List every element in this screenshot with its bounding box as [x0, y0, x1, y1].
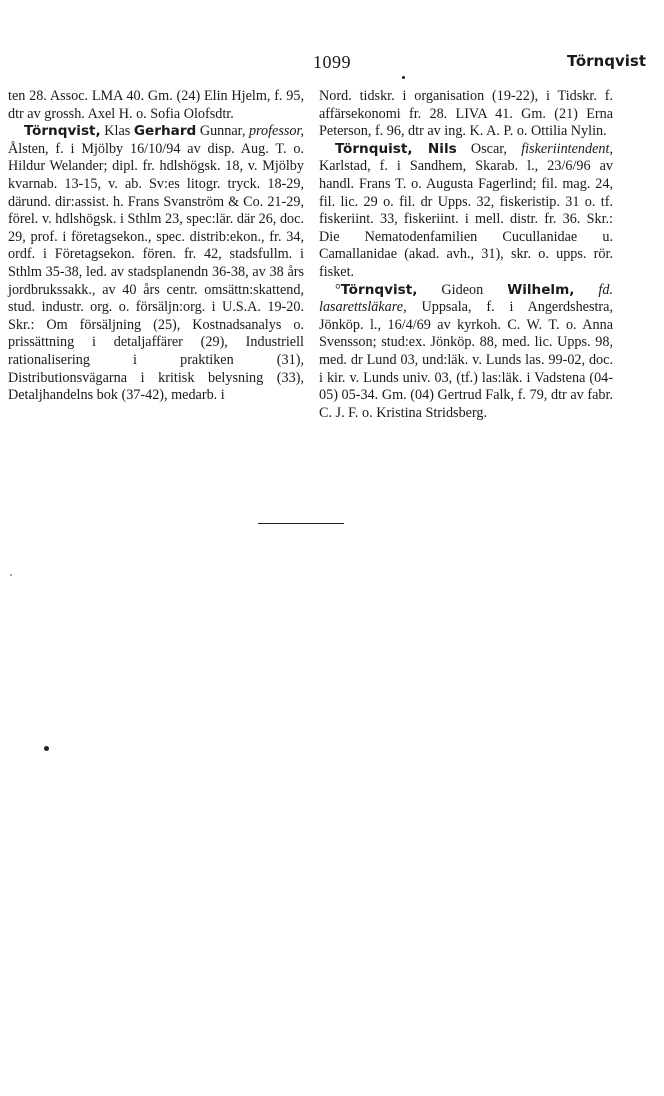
print-speck [402, 76, 405, 79]
entry-continuation: Nord. tidskr. i organisation (19-22), i Tidskr. f. affärsekonomi fr. 28. LIVA 41. Gm. (21) Erna Peterson, f. 96, dtr av ing. K. A. P. o. Ottilia Nylin. [319, 88, 613, 140]
left-column [8, 88, 304, 405]
entry-tornqvist-klas-gerhard [8, 123, 304, 405]
entry-tornquist-nils [319, 141, 613, 282]
entry-text: Uppsala, f. i Angerdshestra, Jönköp. l., 16/4/69 av kyrkoh. C. W. T. o. Anna Svensson; stud:ex. Jönköp. 88, med. lic. Upps. 98, med. dr Lund 03, und:läk. v. Lunds las. 99-02, doc. i kir. v. Lunds univ. 03, (tf.) las:läk. i Vadstena (04-05) 05-34. Gm. (04) Gertrud Falk, f. 79, dtr av fabr. C. J. F. o. Kristina Stridsberg. [319, 299, 613, 421]
right-column [319, 88, 613, 422]
entry-title: fiskeriintendent, [521, 140, 613, 157]
page-number: 1099 [313, 52, 351, 72]
entry-title: professor, [248, 123, 304, 140]
entry-surname: Törnqvist, [24, 123, 101, 140]
section-rule [258, 523, 344, 524]
print-speck [10, 574, 12, 576]
entry-title: fd. lasarettsläkare, [319, 281, 613, 316]
entry-given-names: Gideon [417, 281, 508, 298]
entry-continuation: ten 28. Assoc. LMA 40. Gm. (24) Elin Hjelm, f. 95, dtr av grossh. Axel H. o. Sofia Olofsdtr. [8, 88, 304, 122]
entry-surname: Törnquist, Nils [335, 140, 457, 157]
entry-given-names: Klas [100, 123, 134, 140]
deceased-mark: ° [335, 281, 341, 298]
entry-given-names-rest: Gunnar, [196, 123, 249, 140]
entry-text: Ålsten, f. i Mjölby 16/10/94 av disp. Aug. T. o. Hildur Welander; dipl. fr. hdlshögsk. 18, v. Mjölby kvarnab. 13-15, v. ab. Sv:es litogr. tryck. 18-29, därund. dir:assist. h. Frans Svanström & Co. 21-29, förel. v. hdlshögsk. i Sthlm 23, spec:lär. där 26, doc. 29, prof. i företagsekon., spec. distrib:ekon., fr. 34, ordf. i Företagsekon. fören. fr. 42, stadsfullm. i Sthlm 35-38, led. av stadsplanendn 36-38, av 38 års jordbrukssakk., av 40 års centr. omsättn:skattend, stud. industr. org. o. försäljn:org. i U.S.A. 19-20. Skr.: Om försäljning (25), Kostnadsanalys o. prissättning i detaljaffärer (29), Industriell rationalisering i praktiken (31), Distributionsvägarna i kritisk belysning (33), Detaljhandelns bok (37-42), medarb. i [8, 140, 304, 404]
entry-call-name: Wilhelm, [507, 281, 575, 298]
print-speck [44, 746, 49, 751]
entry-surname: Törnqvist, [340, 281, 418, 298]
entry-given-names: Oscar, [456, 140, 522, 157]
entry-space [574, 282, 598, 298]
running-head: Törnqvist [567, 52, 646, 70]
entry-text: Karlstad, f. i Sandhem, Skarab. l., 23/6/96 av handl. Frans T. o. Augusta Fagerlind; fil. mag. 24, fil. lic. 29 o. fil. dr Upps. 32, fiskeristip. 31 o. tf. fiskeriint. 33, fiskeriint. i mell. distr. fr. 36. Skr.: Die Nematodenfamilien Cucullanidae u. Camallanidae (akad. avh., 31), skr. o. upps. rör. fisket. [319, 158, 613, 280]
entry-call-name: Gerhard [133, 123, 197, 140]
entry-tornqvist-gideon-wilhelm [319, 282, 613, 423]
